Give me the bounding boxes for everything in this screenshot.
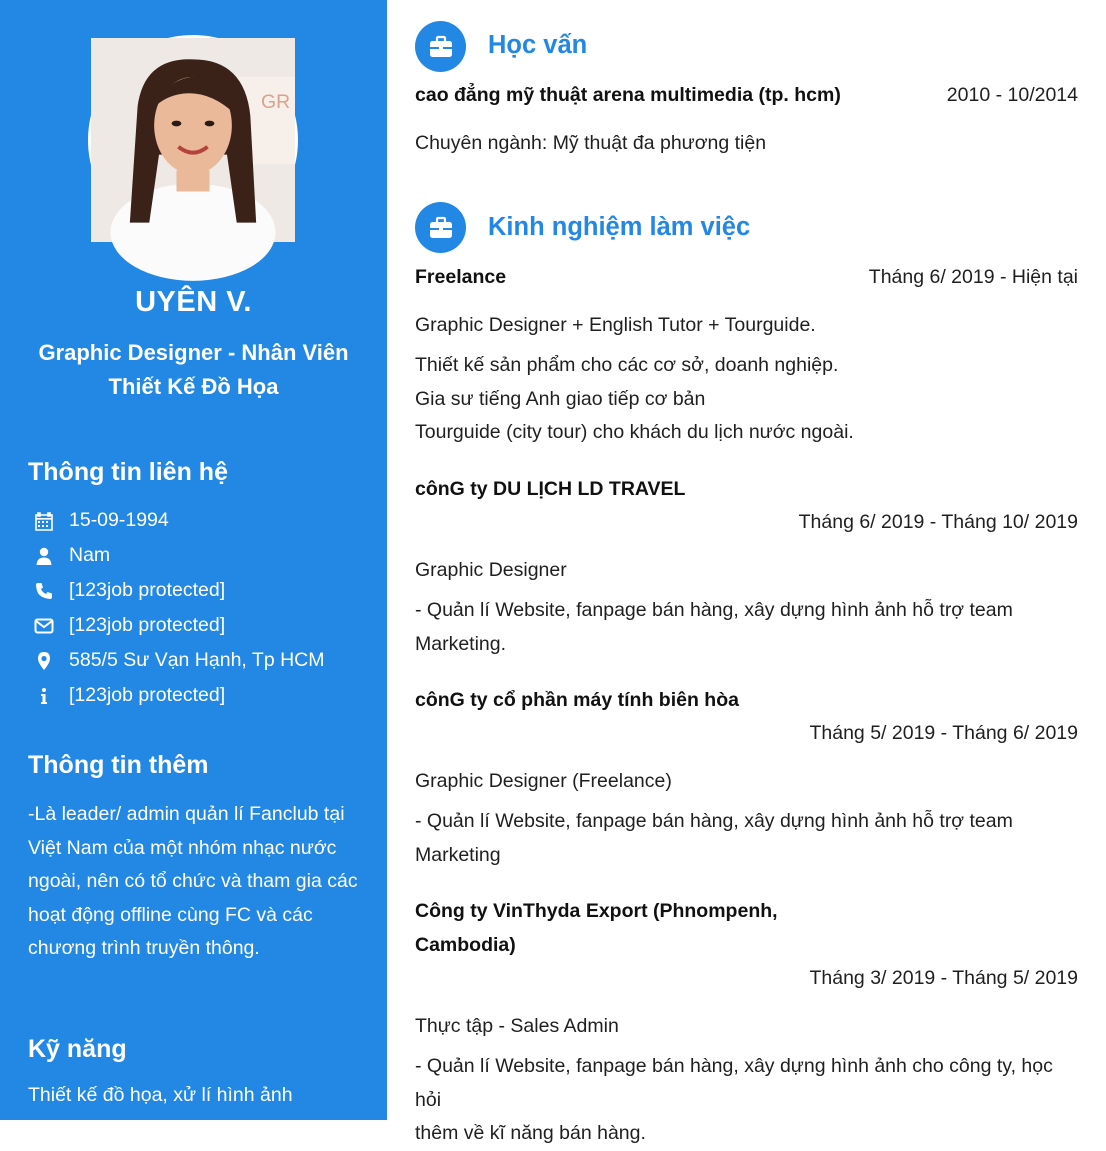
job-company: cônG ty DU LỊCH LD TRAVEL — [415, 478, 686, 500]
sidebar — [0, 0, 387, 1120]
job-description — [415, 805, 1078, 872]
job-description-line: thêm về kĩ năng bán hàng. — [415, 1122, 646, 1145]
job-description-line: - Quản lí Website, fanpage bán hàng, xây dựng hình ảnh hỗ trợ team — [415, 810, 1013, 832]
avatar-photo — [91, 38, 295, 242]
contact-info — [32, 678, 372, 713]
contact-text[interactable]: [123job protected] — [69, 614, 226, 636]
job-header — [415, 266, 1078, 289]
info-icon — [32, 684, 56, 708]
user-icon — [32, 544, 56, 568]
candidate-role — [20, 336, 367, 404]
job-company-line: Công ty VinThyda Export (Phnompenh, — [415, 900, 778, 922]
job-description-line: - Quản lí Website, fanpage bán hàng, xây dựng hình ảnh cho công ty, học hỏi — [415, 1055, 1053, 1111]
job-description-line: - Quản lí Website, fanpage bán hàng, xây dựng hình ảnh hỗ trợ team — [415, 599, 1013, 621]
job-description-line: Tourguide (city tour) cho khách du lịch nước ngoài. — [415, 421, 854, 444]
briefcase-icon — [415, 21, 466, 72]
job-description-line: Marketing — [415, 843, 501, 866]
contact-gender — [32, 538, 372, 573]
job-position: Graphic Designer — [415, 559, 567, 581]
contact-birthday — [32, 503, 372, 538]
contact-text: 15-09-1994 — [69, 509, 169, 531]
extra-info-line: chương trình truyền thông. — [28, 937, 260, 960]
job-period: Tháng 3/ 2019 - Tháng 5/ 2019 — [809, 967, 1078, 989]
briefcase-icon — [415, 202, 466, 253]
skills-heading: Kỹ năng — [28, 1035, 127, 1063]
skills-text: Thiết kế đồ họa, xử lí hình ảnh — [28, 1084, 293, 1106]
job-period: Tháng 5/ 2019 - Tháng 6/ 2019 — [809, 722, 1078, 744]
education-period: 2010 - 10/2014 — [946, 84, 1078, 106]
experience-title: Kinh nghiệm làm việc — [488, 213, 751, 241]
job-company — [415, 895, 1078, 962]
extra-info-line: ngoài, nên có tổ chức và tham gia các — [28, 870, 358, 893]
job-description — [415, 594, 1078, 661]
job-description-line: Thiết kế sản phẩm cho các cơ sở, doanh nghiệp. — [415, 354, 839, 376]
job-period: Tháng 6/ 2019 - Tháng 10/ 2019 — [798, 511, 1078, 533]
avatar — [88, 35, 298, 245]
contact-text: 585/5 Sư Vạn Hạnh, Tp HCM — [69, 649, 325, 671]
education-entry-header — [415, 84, 1078, 107]
school-name: cao đẳng mỹ thuật arena multimedia (tp. hcm) — [415, 84, 841, 106]
phone-icon — [32, 579, 56, 603]
contact-text: Nam — [69, 544, 111, 566]
extra-info-line: Việt Nam của một nhóm nhạc nước — [28, 836, 337, 859]
job-period: Tháng 6/ 2019 - Hiện tại — [868, 266, 1078, 288]
job-company: Freelance — [415, 266, 507, 288]
job-position: Graphic Designer (Freelance) — [415, 770, 672, 792]
job-description-line: Marketing. — [415, 632, 507, 655]
contact-phone — [32, 573, 372, 608]
candidate-name: UYÊN V. — [135, 286, 252, 318]
extra-info-text — [28, 798, 368, 966]
role-line-1: Graphic Designer - Nhân Viên — [38, 340, 349, 365]
calendar-icon — [32, 509, 56, 533]
contact-text[interactable]: [123job protected] — [69, 579, 226, 601]
contact-list — [32, 503, 372, 713]
contact-address — [32, 643, 372, 678]
education-major: Chuyên ngành: Mỹ thuật đa phương tiện — [415, 132, 767, 154]
role-line-2: Thiết Kế Đồ Họa — [108, 374, 279, 399]
education-title: Học vấn — [488, 31, 588, 59]
job-description — [415, 1050, 1078, 1151]
extra-info-line: -Là leader/ admin quản lí Fanclub tại — [28, 803, 345, 825]
svg-text:GR: GR — [261, 90, 291, 113]
extra-info-line: hoạt động offline cùng FC và các — [28, 903, 313, 926]
job-position: Thực tập - Sales Admin — [415, 1015, 619, 1037]
job-position: Graphic Designer + English Tutor + Tourguide. — [415, 314, 816, 336]
job-company-line: Cambodia) — [415, 933, 516, 956]
job-description — [415, 349, 1078, 450]
map-marker-icon — [32, 649, 56, 673]
envelope-icon — [32, 614, 56, 638]
contact-text[interactable]: [123job protected] — [69, 684, 226, 706]
contact-heading: Thông tin liên hệ — [28, 458, 228, 486]
contact-email — [32, 608, 372, 643]
job-description-line: Gia sư tiếng Anh giao tiếp cơ bản — [415, 387, 706, 410]
main-content — [387, 0, 1106, 1145]
extra-info-heading: Thông tin thêm — [28, 751, 209, 779]
job-company: cônG ty cổ phần máy tính biên hòa — [415, 689, 739, 711]
